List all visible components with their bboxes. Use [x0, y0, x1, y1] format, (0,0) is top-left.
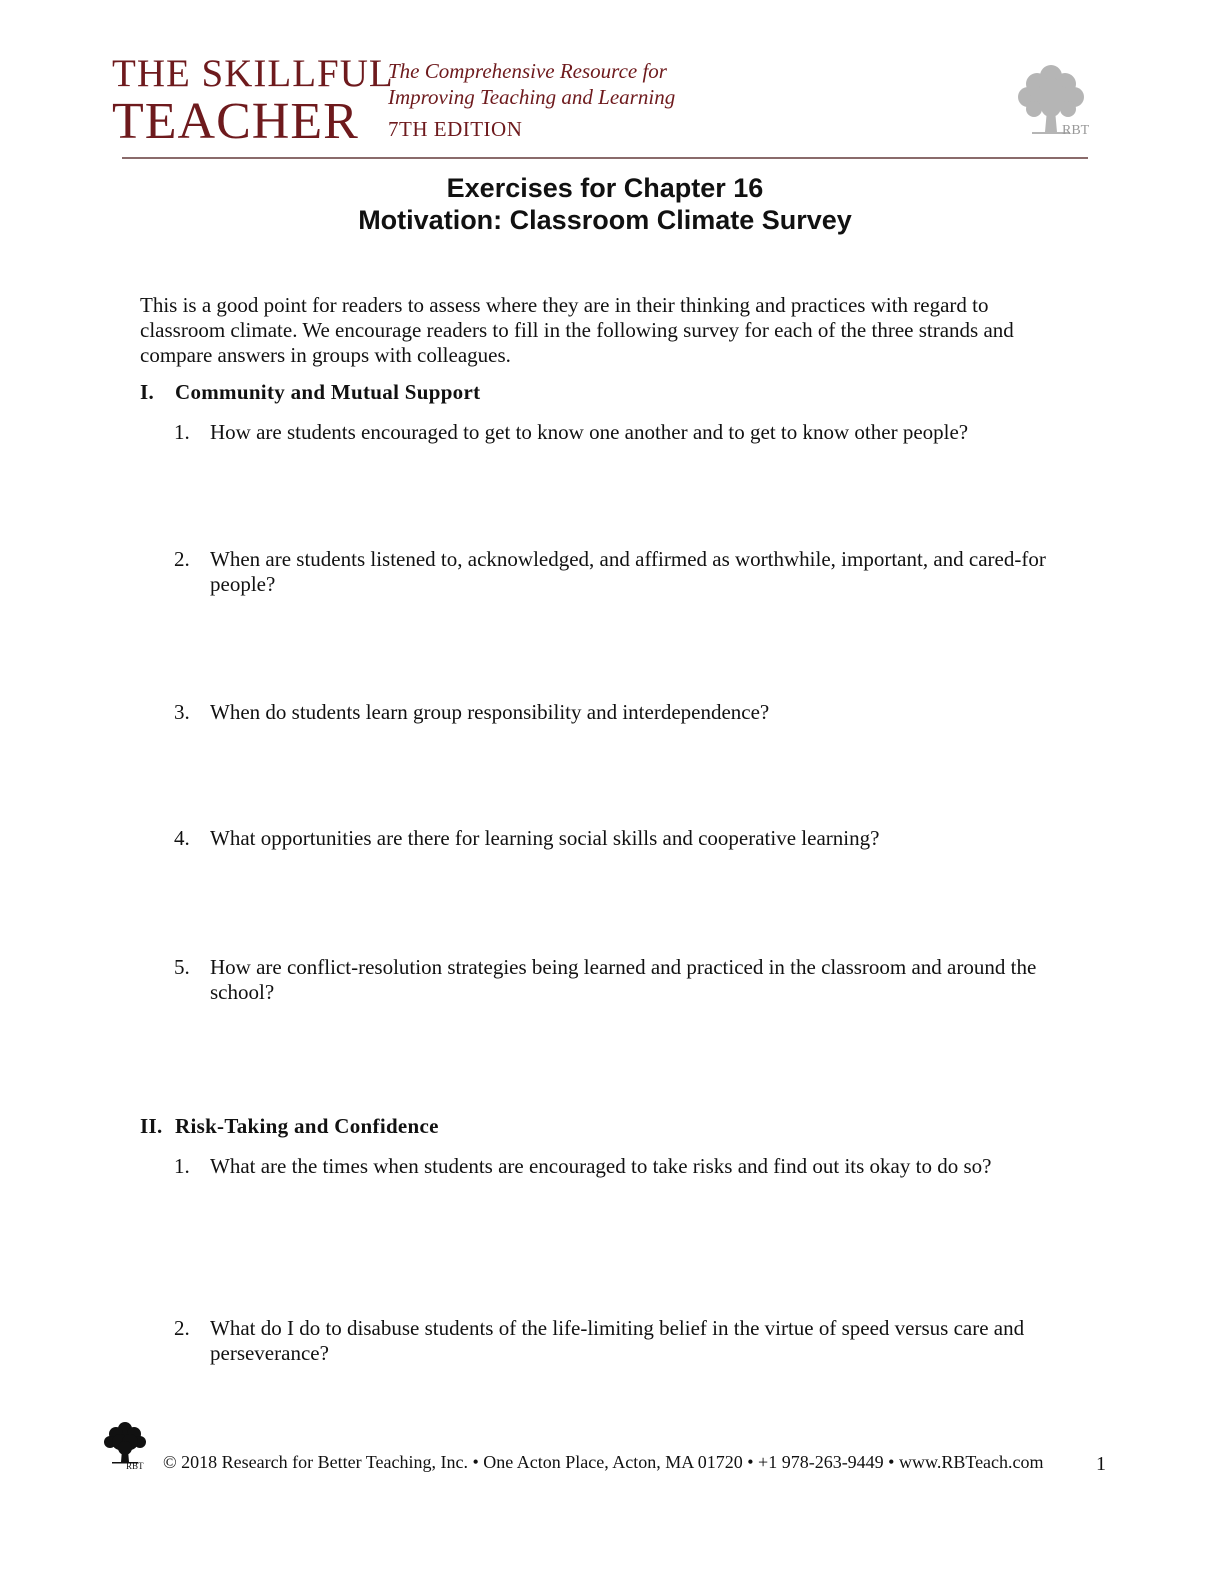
tagline-line1: The Comprehensive Resource for: [388, 59, 667, 83]
section-heading: [140, 1114, 439, 1139]
survey-question: [174, 1316, 1064, 1366]
question-number: 5.: [174, 955, 190, 979]
survey-question: [174, 547, 1064, 597]
tagline: [388, 58, 675, 110]
footer-logo-text: RBT: [126, 1461, 144, 1470]
question-text: How are conflict-resolution strategies being learned and practiced in the classroom and around the school?: [210, 955, 1037, 1004]
survey-question: [174, 700, 1064, 725]
question-number: 3.: [174, 700, 190, 724]
question-text: What are the times when students are encouraged to take risks and find out its okay to do so?: [210, 1154, 992, 1178]
footer-tree-logo-icon: [100, 1420, 150, 1470]
brand-logo: [112, 52, 394, 150]
question-number: 4.: [174, 826, 190, 850]
question-text: When do students learn group responsibility and interdependence?: [210, 700, 770, 724]
section-numeral: I.: [140, 380, 155, 404]
brand-line1: THE SKILLFUL: [112, 52, 394, 95]
tree-logo-icon: [1012, 62, 1090, 142]
intro-paragraph: This is a good point for readers to assess where they are in their thinking and practices with regard to classroom climate. We encourage readers to fill in the following survey for each of the three strands and compare answers in groups with colleagues.: [140, 293, 1014, 367]
question-text: How are students encouraged to get to know one another and to get to know other people?: [210, 420, 969, 444]
section-heading: [140, 380, 480, 405]
footer-copyright: © 2018 Research for Better Teaching, Inc. • One Acton Place, Acton, MA 01720 • +1 978-263-9449 • www.RBTeach.com: [163, 1452, 1044, 1472]
page-subtitle: Motivation: Classroom Climate Survey: [358, 205, 852, 235]
section-title: Risk-Taking and Confidence: [175, 1114, 439, 1138]
section-numeral: II.: [140, 1114, 163, 1138]
question-number: 1.: [174, 1154, 190, 1178]
survey-question: [174, 826, 1064, 851]
survey-question: [174, 420, 1064, 445]
edition-label: 7TH EDITION: [388, 117, 523, 141]
tagline-line2: Improving Teaching and Learning: [388, 85, 676, 109]
question-number: 2.: [174, 547, 190, 571]
brand-line2: TEACHER: [112, 93, 359, 150]
survey-question: [174, 955, 1064, 1005]
page-number: 1: [1096, 1453, 1106, 1475]
question-text: When are students listened to, acknowledged, and affirmed as worthwhile, important, and cared-for people?: [210, 547, 1046, 596]
question-number: 1.: [174, 420, 190, 444]
logo-text: RBT: [1062, 123, 1090, 138]
question-text: What do I do to disabuse students of the life-limiting belief in the virtue of speed versus care and perseverance?: [210, 1316, 1025, 1365]
question-text: What opportunities are there for learning social skills and cooperative learning?: [210, 826, 880, 850]
section-title: Community and Mutual Support: [175, 380, 481, 404]
question-number: 2.: [174, 1316, 190, 1340]
page-title: Exercises for Chapter 16: [446, 173, 764, 203]
survey-question: [174, 1154, 1064, 1179]
header-divider: [122, 157, 1088, 159]
